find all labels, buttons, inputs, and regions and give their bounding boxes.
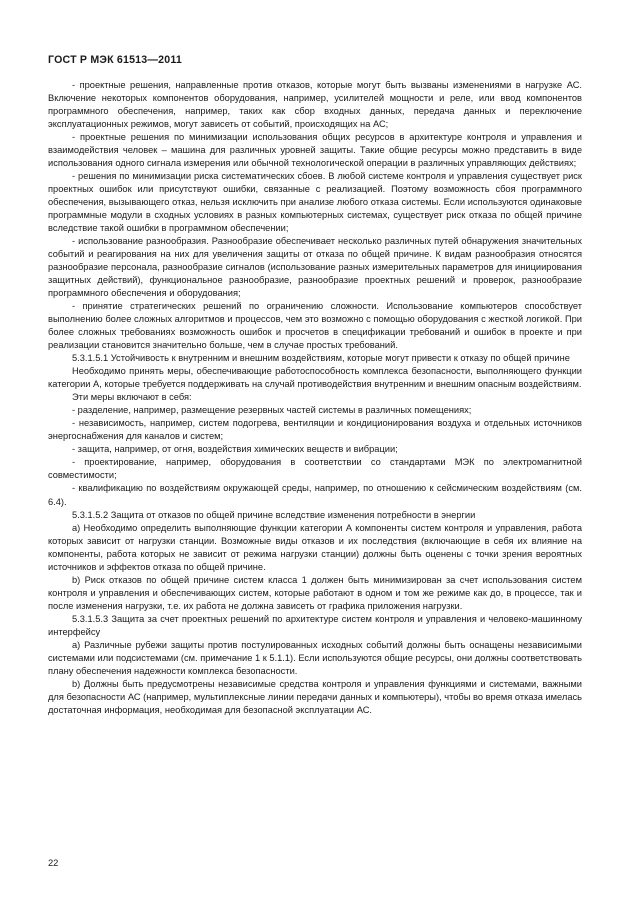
list-item: - разделение, например, размещение резервных частей системы в различных помещениях; xyxy=(72,405,472,416)
list-item: - квалификацию по воздействиям окружающей среды, например, по отношению к сейсмическим воздействиям (см. 6.4). xyxy=(48,483,582,507)
paragraph: - проектные решения по минимизации использования общих ресурсов в архитектуре контроля и управления и взаимодействия человек – машина для различных уровней защиты. Такие общие ресурсы можно представить в виде использования одного сигнала измерения или обычной технологической операции в различных управляющих действиях; xyxy=(48,132,582,169)
paragraph: Эти меры включают в себя: xyxy=(72,392,192,403)
paragraph: - проектные решения, направленные против отказов, которые могут быть вызваны изменениями в нагрузке АС. Включение некоторых компонентов оборудования, например, усилителей мощности и реле, или ввод компонентов программного обеспечения, например, таких как сбор входных данных, передача данных и переключение эксплуатационных режимов, могут зависеть от событий, происходящих на АС; xyxy=(48,80,582,130)
body-text xyxy=(48,79,582,717)
paragraph: а) Необходимо определить выполняющие функции категории А компоненты систем контроля и управления, работа которых зависит от нагрузки станции. Возможные виды отказов и их последствия (включающие в себя их влияние на компоненты, работа которых не зависит от режима нагрузки станции) должны быть оценены с точки зрения вероятных источников и эффектов отказа по общей причине. xyxy=(48,522,582,572)
paragraph: - использование разнообразия. Разнообразие обеспечивает несколько различных путей обнаружения значительных событий и реагирования на них для увеличения защиты от отказа по общей причине. К видам разнообразия относятся разнообразие персонала, разнообразие сигналов (использование разных измерительных параметров для инициирования защитных действий), функциональное разнообразие, разнообразие проектных решений и проверок, разнообразие программного обеспечения и оборудования; xyxy=(48,236,582,299)
paragraph: а) Различные рубежи защиты против постулированных исходных событий должны быть оснащены независимыми системами или подсистемами (см. примечание 1 к 5.1.1). Если используются общие ресурсы, они должны соответствовать плану обеспечения надежности комплекса безопасности. xyxy=(48,639,582,676)
list-item: - независимость, например, систем подогрева, вентиляции и кондиционирования воздуха и отдельных источников энергоснабжения для каналов и систем; xyxy=(48,418,582,442)
section-heading-5-3-1-5-3: 5.3.1.5.3 Защита за счет проектных решений по архитектуре систем контроля и управления и человеко-машинному интерфейсу xyxy=(48,613,582,637)
page-header: ГОСТ Р МЭК 61513—2011 xyxy=(48,54,182,66)
paragraph: Необходимо принять меры, обеспечивающие работоспособность комплекса безопасности, выполняющего функции категории А, которые требуется поддерживать на случай противодействия внутренним и внешним опасным воздействиям. xyxy=(48,366,582,390)
page-number: 22 xyxy=(48,858,59,868)
section-heading-5-3-1-5-1: 5.3.1.5.1 Устойчивость к внутренним и внешним воздействиям, которые могут привести к отказу по общей причине xyxy=(72,353,570,364)
section-heading-5-3-1-5-2: 5.3.1.5.2 Защита от отказов по общей причине вследствие изменения потребности в энергии xyxy=(72,509,476,520)
paragraph: b) Риск отказов по общей причине систем класса 1 должен быть минимизирован за счет использования систем контроля и управления и обеспечивающих систем, которые работают в одном и том же режиме как до, в процессе, так и после изменения нагрузки, т.е. их работа не должна зависеть от графика приложения нагрузки. xyxy=(48,574,582,611)
paragraph: - решения по минимизации риска систематических сбоев. В любой системе контроля и управления существует риск проектных ошибок или присутствуют ошибки, связанные с реализацией. Поэтому возможность сбоя программного обеспечения, вызывающего отказ, нельзя исключить при анализе любого отказа системы. Если используются одинаковые программные модули в сходных условиях в разных компьютерных системах, существует риск отказа по общей причине вследствие такой ошибки в программном обеспечении; xyxy=(48,171,582,234)
list-item: - защита, например, от огня, воздействия химических веществ и вибрации; xyxy=(72,444,398,455)
paragraph: b) Должны быть предусмотрены независимые средства контроля и управления функциями и системами, важными для безопасности АС (например, мультиплексные линии передачи данных и компьютеры), чтобы во время отказа имелась достаточная информация, необходимая для безопасной эксплуатации АС. xyxy=(48,678,582,715)
paragraph: - принятие стратегических решений по ограничению сложности. Использование компьютеров способствует выполнению более сложных алгоритмов и процессов, чем это возможно с помощью оборудования с жесткой логикой. При более сложных требованиях возможность ошибок и просчетов в спецификации требований и ошибок в проекте и при реализации становится значительно больше, чем в случае простых требований. xyxy=(48,301,582,351)
list-item: - проектирование, например, оборудования в соответствии со стандартами МЭК по электромагнитной совместимости; xyxy=(48,457,582,481)
